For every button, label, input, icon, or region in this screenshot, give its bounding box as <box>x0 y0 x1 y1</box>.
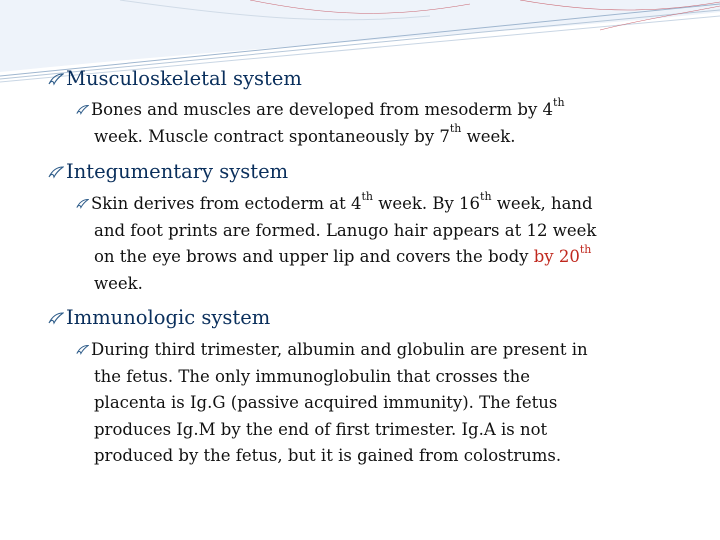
text-span: placenta is Ig.G (passive acquired immunity). The fetus <box>94 393 558 412</box>
superscript: th <box>480 189 492 203</box>
bullet-icon <box>76 343 89 356</box>
text-span: the fetus. The only immunoglobulin that crosses the <box>94 366 531 386</box>
paragraph-musculoskeletal <box>76 97 565 150</box>
heading-integumentary <box>48 160 288 184</box>
heading-text: Integumentary system <box>66 160 289 183</box>
superscript: th <box>579 242 592 256</box>
heading-text: Immunologic system <box>66 306 271 329</box>
heading-immunologic <box>48 306 270 330</box>
superscript: th <box>553 95 565 109</box>
text-span: week. <box>461 126 516 146</box>
heading-text: Musculoskeletal system <box>66 67 302 90</box>
text-span: week. By 16 <box>372 194 481 213</box>
superscript: th <box>361 189 373 203</box>
text-span: produced by the fetus, but it is gained from colostrums. <box>94 446 562 465</box>
bullet-icon <box>76 197 89 210</box>
superscript: th <box>449 122 462 135</box>
bullet-icon <box>48 310 64 326</box>
text-span: week. Muscle contract spontaneously by 7 <box>94 126 450 146</box>
text-span: During third trimester, albumin and globulin are present in <box>91 340 588 359</box>
heading-musculoskeletal <box>48 67 302 91</box>
paragraph-immunologic <box>76 337 588 470</box>
text-span: Skin derives from ectoderm at 4 <box>91 194 362 213</box>
bullet-icon <box>76 103 89 116</box>
paragraph-integumentary <box>76 191 596 297</box>
text-span: Bones and muscles are developed from mesoderm by 4 <box>91 100 554 119</box>
bullet-icon <box>48 71 64 87</box>
text-span: produces Ig.M by the end of first trimester. Ig.A is not <box>94 419 548 439</box>
text-span: week, hand <box>491 194 593 213</box>
text-span: week. <box>94 273 143 293</box>
bullet-icon <box>48 164 64 180</box>
text-span: on the eye brows and upper lip and covers the body <box>94 247 534 266</box>
text-span: and foot prints are formed. Lanugo hair appears at 12 week <box>94 220 597 240</box>
highlighted-text: by 20 <box>533 247 580 266</box>
